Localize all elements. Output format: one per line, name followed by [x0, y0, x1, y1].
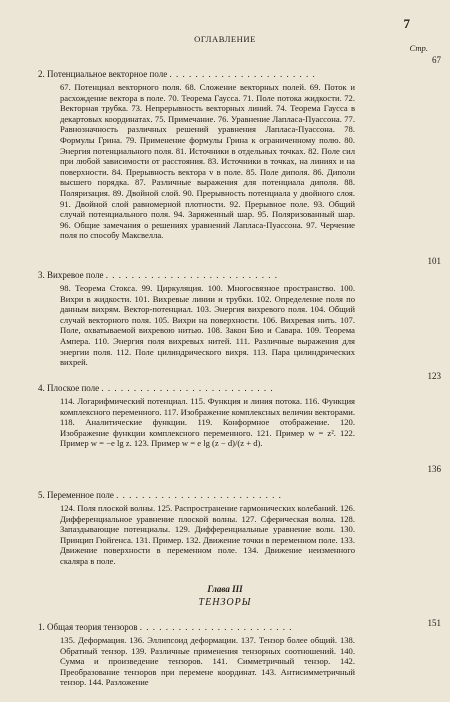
toc-section-2: [38, 55, 441, 241]
page-header: ОГЛАВЛЕНИЕ: [194, 34, 256, 44]
section-page: 151: [427, 618, 441, 628]
toc-section-1: [38, 618, 441, 688]
section-body: 124. Поля плоской волны. 125. Распространение гармонических колебаний. 126. Дифференциальное уравнение плоской волны. 127. Сферическая волна. 128. Запаздывающие потенциалы. 129. Дифференциальные уравнение волн. 130. Принцип Гюйгенса. 131. Пример. 132. Движение точки в переменном поле. 133. Движение поверхности в переменном поле. 134. Движение неизменного скаляра в поле.: [60, 503, 355, 566]
section-page: 67: [432, 55, 441, 65]
toc-section-5: [38, 464, 441, 567]
section-page: 101: [427, 256, 441, 266]
page-number: 7: [403, 16, 410, 31]
section-title: 5. Переменное поле . . . . . . . . . . . . . . . . . . . . . . . . . .: [38, 490, 282, 500]
section-title: 4. Плоское поле . . . . . . . . . . . . . . . . . . . . . . . . . . .: [38, 383, 274, 393]
toc-section-4: [38, 371, 441, 449]
section-title: 1. Общая теория тензоров . . . . . . . . . . . . . . . . . . . . . . . .: [38, 622, 293, 632]
section-body: 67. Потенциал векторного поля. 68. Сложение векторных полей. 69. Поток и расхождение вектора в поле. 70. Теорема Гаусса. 71. Поле потока жидкости. 72. Векторная трубка. 73. Непрерывность векторных линий. 74. Теорема Гаусса в декартовых координатах. 75. Примечание. 76. Уравнение Лапласа-Пуассона. 77. Равнозначность различных решений уравнения Лапласа-Пуассона. 78. Формулы Грина. 79. Применение формулы Грина к ограниченному полю. 80. Энергия потенциального поля. 81. Источники в отдельных точках. 82. Поле сил при любой зависимости от расстояния. 83. Источники в точках, на линиях и на поверхности. 84. Прерывность вектора v в поле. 85. Поле диполя. 86. Диполи высшего порядка. 87. Различные выражения для потенциала диполя. 88. Поляризация. 89. Двойной слой. 90. Прерывность потенциала у двойного слоя. 91. Двойной слой равномерной плотности. 92. Прерывное поле. 93. Общий случай потенциального поля. 94. Заряженный шар. 95. Поляризованный шар. 96. Общие замечания о решениях уравнений Лапласа-Пуассона. 97. Черчение поля по способу Максвелла.: [60, 82, 355, 241]
section-title: 3. Вихревое поле . . . . . . . . . . . . . . . . . . . . . . . . . . .: [38, 270, 279, 280]
column-label-text: Стр.: [409, 43, 428, 53]
chapter-title: ТЕНЗОРЫ: [198, 597, 252, 608]
column-label: [409, 44, 428, 53]
section-page: 136: [427, 464, 441, 474]
chapter-label: Глава III: [207, 584, 243, 594]
section-body: 98. Теорема Стокса. 99. Циркуляция. 100. Многосвязное пространство. 100. Вихри в жидкости. 101. Вихревые линии и трубки. 102. Определение поля по данным вихрям. Вектор-потенциал. 103. Энергия вихревого поля. 104. Общий случай векторного поля. 105. Вихри на поверхности. 106. Вихревая нить. 107. Поле, охватываемой вихревою нитью. 108. Закон Био и Савара. 109. Теорема Ампера. 110. Энергия поля вихревых нитей. 111. Различные выражения для энергии поля. 112. Поле цилиндрического вихря. 113. Пара цилиндрических вихрей.: [60, 283, 355, 368]
toc-section-3: [38, 256, 441, 368]
section-page: 123: [427, 371, 441, 381]
section-body: 135. Деформация. 136. Эллипсоид деформации. 137. Тензор более общий. 138. Обратный тензор. 139. Различные применения тензорных соотношений. 140. Сумма и произведение тензоров. 141. Симметричный тензор. 142. Преобразование тензоров при перемене координат. 143. Антисимметричный тензор. 144. Разложение: [60, 635, 355, 688]
section-title: 2. Потенциальное векторное поле . . . . . . . . . . . . . . . . . . . . . . .: [38, 69, 316, 79]
section-body: 114. Логарифмический потенциал. 115. Функция и линия потока. 116. Функция комплексного переменного. 117. Изображение комплексных величин векторами. 118. Аналитические функции. 119. Конформное отображение. 120. Изображение функции комплексного переменного. 121. Пример w = z². 122. Пример w = −e lg z. 123. Пример w = e lg (z − d)/(z + d).: [60, 396, 355, 449]
